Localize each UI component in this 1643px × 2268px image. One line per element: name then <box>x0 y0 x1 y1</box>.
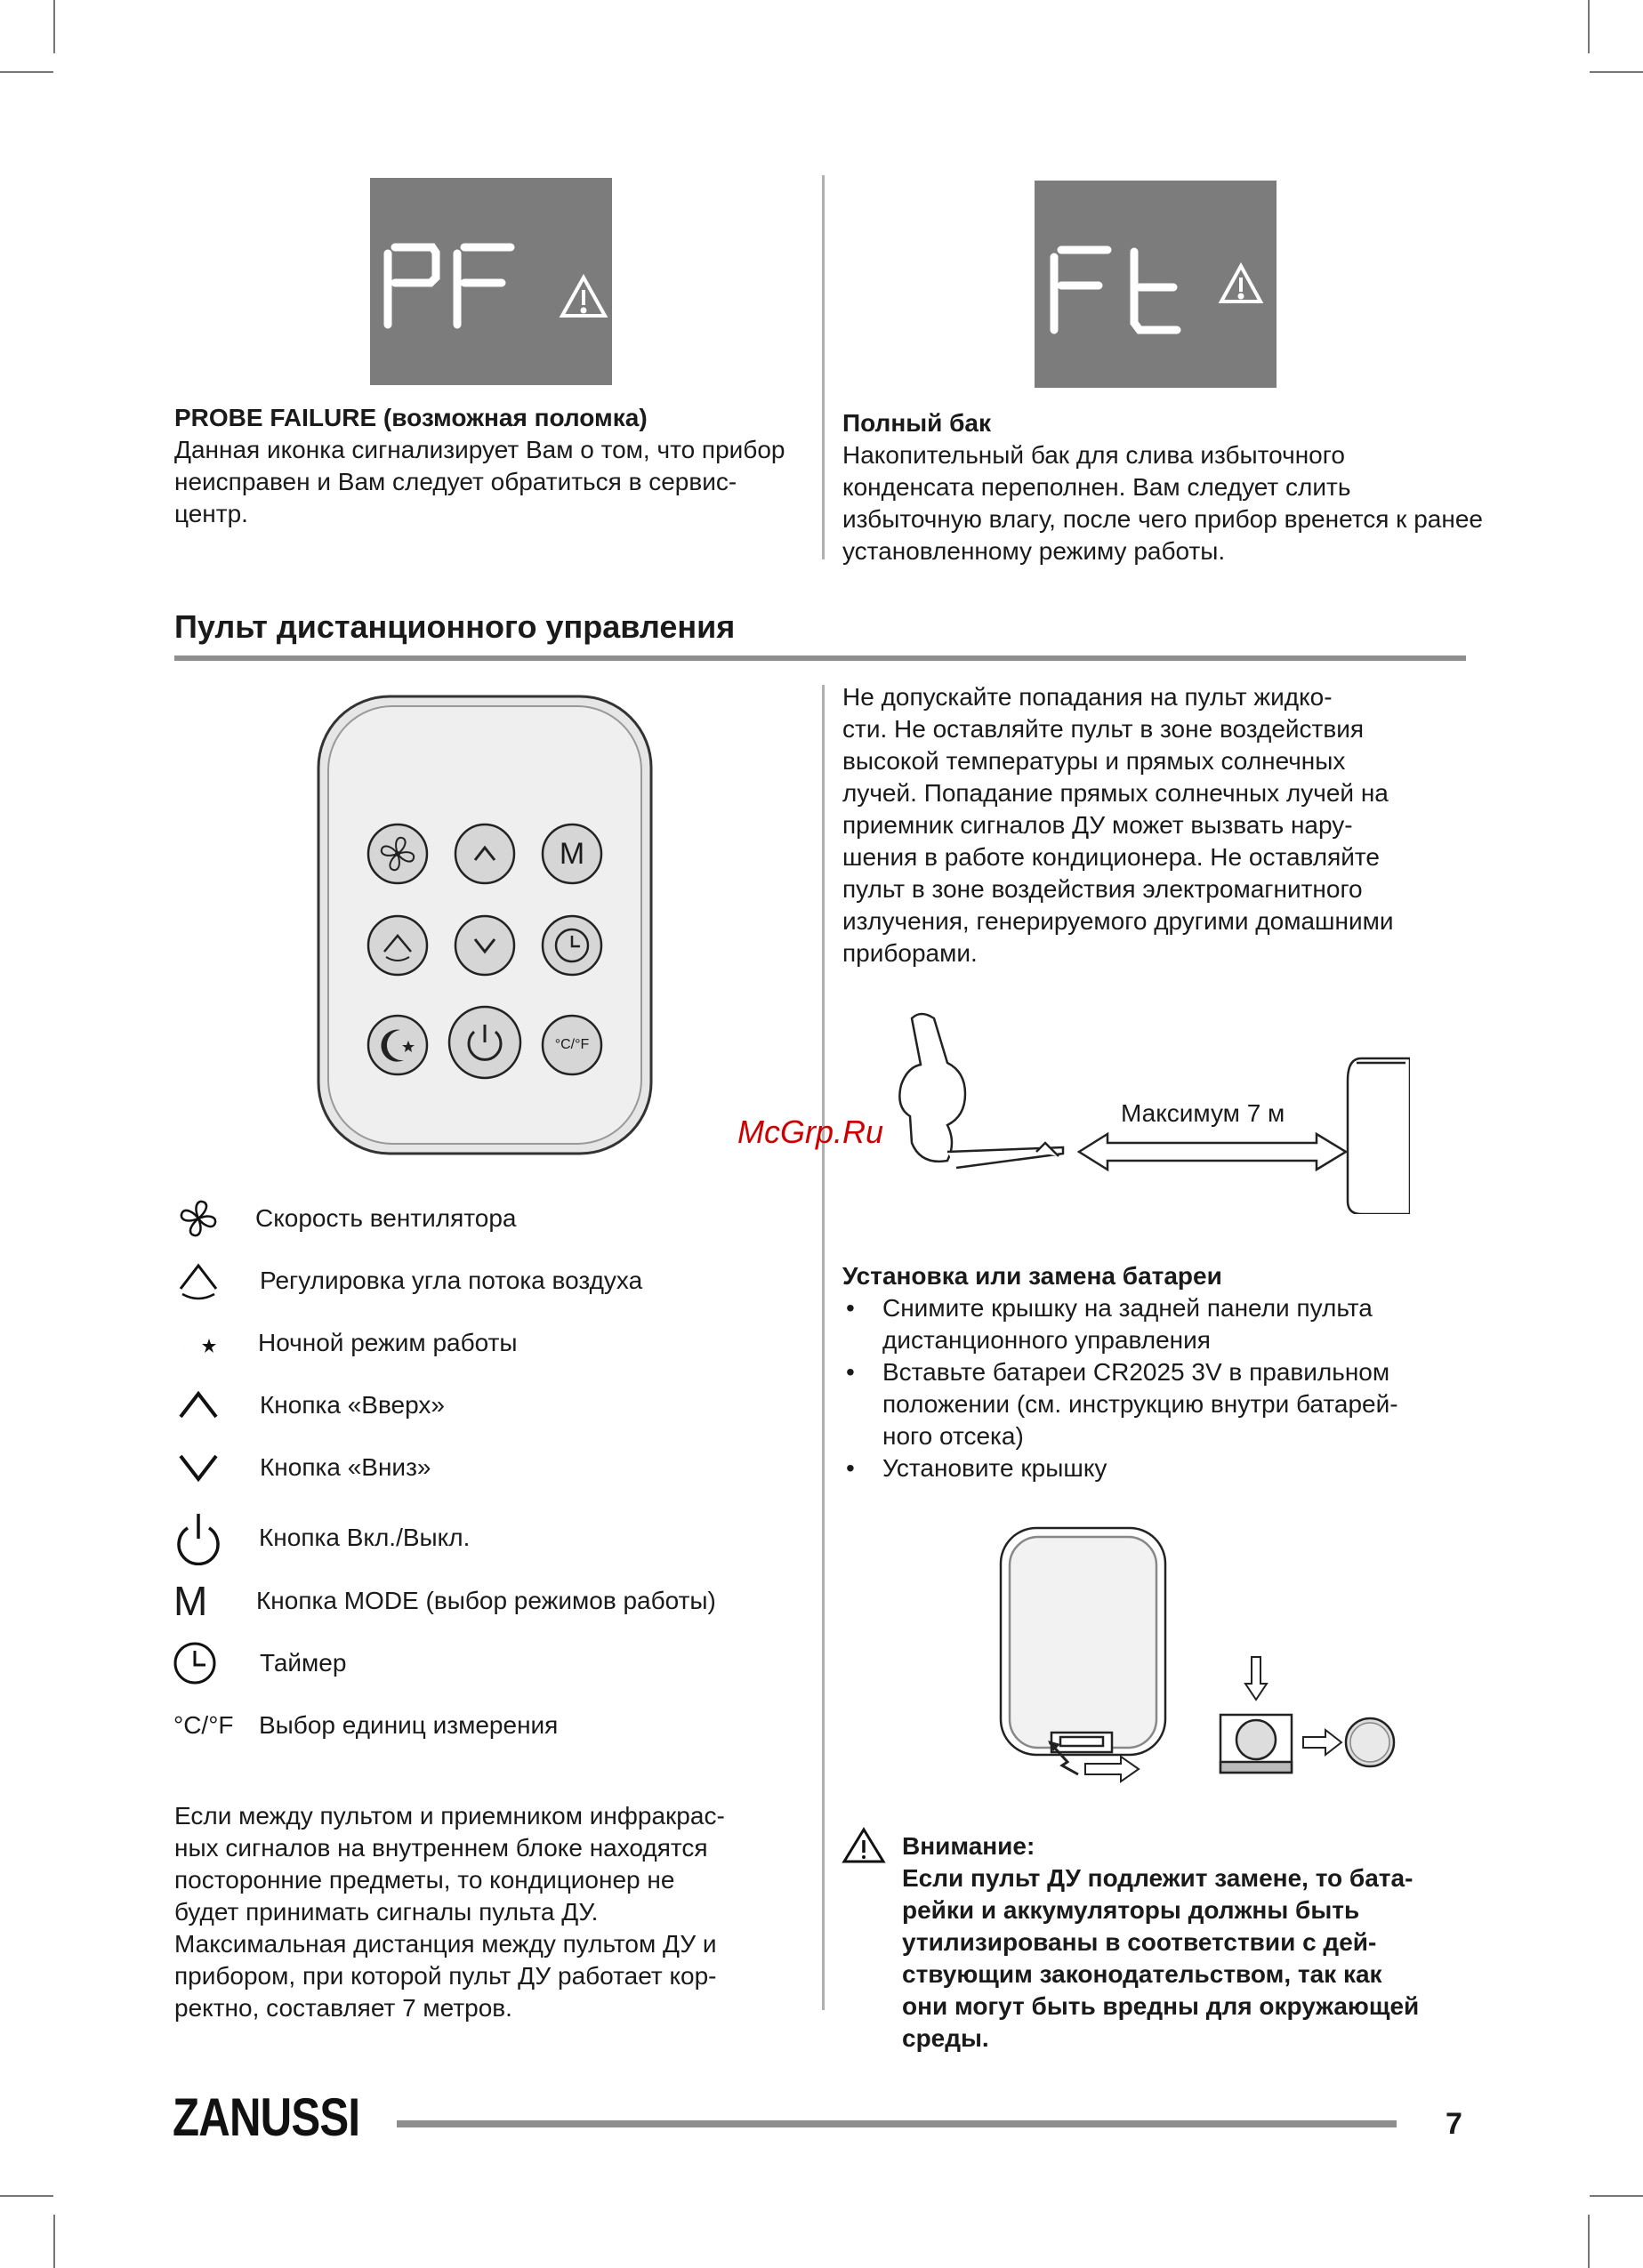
chevron-up-icon <box>173 1383 223 1428</box>
remote-down-button <box>454 914 516 977</box>
timer-icon <box>173 1641 223 1685</box>
remote-control-illustration <box>316 694 654 1156</box>
ft-display-graphic <box>1035 181 1277 388</box>
warning-triangle-icon <box>1221 266 1260 302</box>
remote-swing-button <box>366 914 429 977</box>
legend-label: Кнопка «Вверх» <box>260 1391 445 1419</box>
remote-units-label: °C/°F <box>554 1037 590 1052</box>
ft-title: Полный бак <box>842 409 992 437</box>
section-title: Пульт дистанционного управления <box>174 608 736 645</box>
crop-mark <box>1588 2215 1590 2268</box>
legend-label: Кнопка «Вниз» <box>260 1453 431 1481</box>
pf-display-graphic <box>370 178 612 385</box>
crop-mark <box>0 2195 53 2197</box>
ft-display <box>1035 181 1277 388</box>
pf-description: Данная иконка сигнализирует Вам о том, что прибор неисправен и Вам следует обратиться в сервис-центр. <box>174 436 785 527</box>
legend-label: Таймер <box>260 1649 347 1677</box>
legend-row-up <box>173 1383 850 1428</box>
warning-title: Внимание: <box>902 1832 1035 1860</box>
swing-icon <box>173 1259 223 1303</box>
battery-steps <box>842 1292 1483 1484</box>
battery-title: Установка или замена батареи <box>842 1262 1222 1290</box>
legend-label: Ночной режим работы <box>258 1329 518 1356</box>
battery-illustration <box>996 1524 1405 1790</box>
warning-triangle-icon <box>562 277 605 316</box>
watermark: McGrp.Ru <box>737 1114 884 1150</box>
legend-label: Кнопка Вкл./Выкл. <box>259 1524 471 1551</box>
crop-mark <box>53 2215 55 2268</box>
remote-timer-button <box>541 914 603 977</box>
remote-units-button <box>541 1014 603 1076</box>
legend-label: Кнопка MODE (выбор режимов работы) <box>256 1587 716 1614</box>
brand-logo: ZANUSSI <box>173 2087 360 2147</box>
remote-mode-button <box>541 823 603 885</box>
section-rule <box>174 655 1466 661</box>
pf-display <box>370 178 612 385</box>
remote-up-button <box>454 823 516 885</box>
remote-fan-button <box>366 823 429 885</box>
crop-mark <box>1590 71 1643 73</box>
warning-triangle-icon <box>841 1826 887 1865</box>
legend-label: Выбор единиц измерения <box>259 1711 559 1739</box>
distance-illustration <box>894 1009 1410 1214</box>
list-item: • Снимите крышку на задней панели пульта дистанционного управления <box>842 1292 1483 1356</box>
remote-power-button <box>447 1005 522 1080</box>
legend-label: Регулировка угла потока воздуха <box>260 1267 643 1294</box>
legend-row-night <box>173 1321 850 1365</box>
legend-row-fan <box>173 1196 850 1241</box>
pf-title: PROBE FAILURE (возможная поломка) <box>174 404 648 431</box>
column-divider <box>822 175 825 559</box>
mode-icon: M <box>173 1578 208 1624</box>
crop-mark <box>0 71 53 73</box>
fan-icon <box>173 1196 223 1241</box>
remote-mode-label: M <box>559 837 585 871</box>
crop-mark <box>53 0 55 53</box>
crop-mark <box>1588 0 1590 53</box>
right-paragraph: Не допускайте попадания на пульт жидко- сти. Не оставляйте пульт в зоне воздействия высокой температуры и прямых солнечных лучей. Попадание прямых солнечных лучей на приемник сигналов ДУ может вызвать нару- шения в работе кондиционера. Не оставляйте пульт в зоне воздействия электромагнитного излучения, генерируемого другими домашними приборами. <box>842 683 1394 967</box>
legend-label: Скорость вентилятора <box>255 1204 517 1232</box>
legend-row-power <box>173 1512 850 1565</box>
power-icon <box>173 1512 223 1565</box>
legend-row-mode <box>173 1579 850 1623</box>
legend-row-swing <box>173 1259 850 1303</box>
legend-row-timer <box>173 1641 850 1685</box>
night-mode-icon <box>173 1321 223 1365</box>
list-item: • Вставьте батареи CR2025 3V в правильном положении (см. инструкцию внутри батарей- ного отсека) <box>842 1356 1483 1452</box>
ft-description: Накопительный бак для слива избыточного конденсата переполнен. Вам следует слить избыточную влагу, после чего прибор вренется к ранее установленному режиму работы. <box>842 441 1483 565</box>
page-number: 7 <box>1446 2107 1462 2141</box>
remote-night-button <box>366 1014 429 1076</box>
chevron-down-icon <box>173 1445 223 1490</box>
warning-body: Если пульт ДУ подлежит замене, то бата- рейки и аккумуляторы должны быть утилизированы в соответствии с дей- ствующим законодательством, так как они могут быть вредны для окружающей среды. <box>902 1864 1420 2052</box>
left-paragraph: Если между пультом и приемником инфракрас- ных сигналов на внутреннем блоке находятся посторонние предметы, то кондиционер не будет принимать сигналы пульта ДУ. Максимальная дистанция между пультом ДУ и прибором, при которой пульт ДУ работает кор- ректно, составляет 7 метров. <box>174 1802 725 2022</box>
footer-rule <box>397 2120 1397 2127</box>
legend-row-units <box>173 1703 850 1748</box>
list-item: • Установите крышку <box>842 1452 1483 1484</box>
units-icon: °C/°F <box>173 1711 234 1739</box>
legend-row-down <box>173 1445 850 1490</box>
distance-label: Максимум 7 м <box>1121 1099 1285 1127</box>
crop-mark <box>1590 2195 1643 2197</box>
